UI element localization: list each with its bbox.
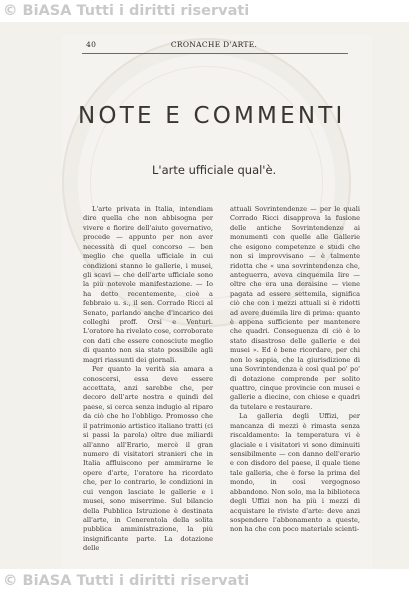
- paragraph: L'arte privata in Italia, intendiam dire quella che non abbisogna per vivere e fiorire dell'aiuto governativo, procede — appunto per non aver necessità di quel concorso — ben meglio che quella ufficiale in cui condizioni stanno le gallerie, i musei, gli scavi — che dell'arte ufficiale sono la più notevole manifestazione. — Io ha detto recentemente, cioè a febbraio u. s., il sen. Corrado Ricci al Senato, parlando anche d'incarico dei colleghi proff. Orsi e Venturi. L'oratore ha rivelato cose, corroborate con dati che essere conosciute meglio di quanto non sia stato possibile agli magri riassunti dei giornali.: [83, 205, 213, 364]
- page-number: 40: [86, 40, 97, 49]
- watermark-top: © BiASA Tutti i diritti riservati: [0, 0, 409, 22]
- paragraph: attuali Sovrintendenze — per le quali Corrado Ricci disapprova la fusione delle antiche Sovrintendenze ai monumenti con quelle alle Gallerie che esigono competenze e studi che non si improvvisano — è talmente ridotta che « una sovrintendenza che, anteguerra, aveva cinquemila lire — oltre che era una deraisine — viene pagata ad essere settemila, significa ciò che con i mezzi attuali si è ridotti ad avere duemila lire di prima: quanto è appena sufficiente per mantenere che quadri. Conseguenza di ciò è lo stato disastroso delle gallerie e dei musei ». Ed è bene ricordare, per chi non lo sappia, che la giurisdizione di una Sovrintendenza è così qual po' po' di dotazione comprende per solito quattro, cinque provincie con musei e gallerie a diecine, con chiese e quadri da tutelare e restaurare.: [230, 205, 360, 411]
- text-column-right: [230, 205, 360, 585]
- section-title: NOTE E COMMENTI: [78, 103, 346, 129]
- paragraph: Per quanto la verità sia amara a conoscersi, essa deve essere accettata, anzi sarebbe che, per decoro dell'arte nostra e quindi del paese, si cerca senza indugio al riparo da ciò che ho l'obbligo. Promosso che il patrimonio artistico italiano tratti (ci si passi la parola) oltre due miliardi all'anno all'Erario, mercè il gran numero di visitatori stranieri che in Italia affluiscono per ammirarne le opere d'arte, l'oratore ha ricordato che, per lo contrario, le condizioni in cui vengon lasciate le gallerie e i musei, sono miserrime. Sul bilancio della Pubblica Istruzione è destinata all'arte, in Cenerentola della solita pubblica amministrazione, la più insignificante parte. La dotazione delle: [83, 365, 213, 553]
- running-title: CRONACHE D'ARTE.: [170, 40, 258, 49]
- text-column-left: [83, 205, 213, 585]
- article-title: L'arte ufficiale qual'è.: [152, 163, 277, 177]
- watermark-bottom: © BiASA Tutti i diritti riservati: [0, 569, 409, 593]
- header-rule: [82, 53, 348, 54]
- paragraph: La galleria degli Uffizi, per mancanza di mezzi è rimasta senza riscaldamento: la temperatura vi è glaciale e i visitatori vi sono diminuiti sensibilmente — con danno dell'erario e con disdoro del paese, il quale tiene tale galleria, che è forse la prima del mondo, in così vergognoso abbandono. Non solo, ma la biblioteca degli Uffizi non ha più i mezzi di acquistare le riviste d'arte: deve anzi sospendere l'abbonamento a queste, non ha che con poco materiale scienti-: [230, 412, 360, 534]
- running-header: [80, 40, 348, 52]
